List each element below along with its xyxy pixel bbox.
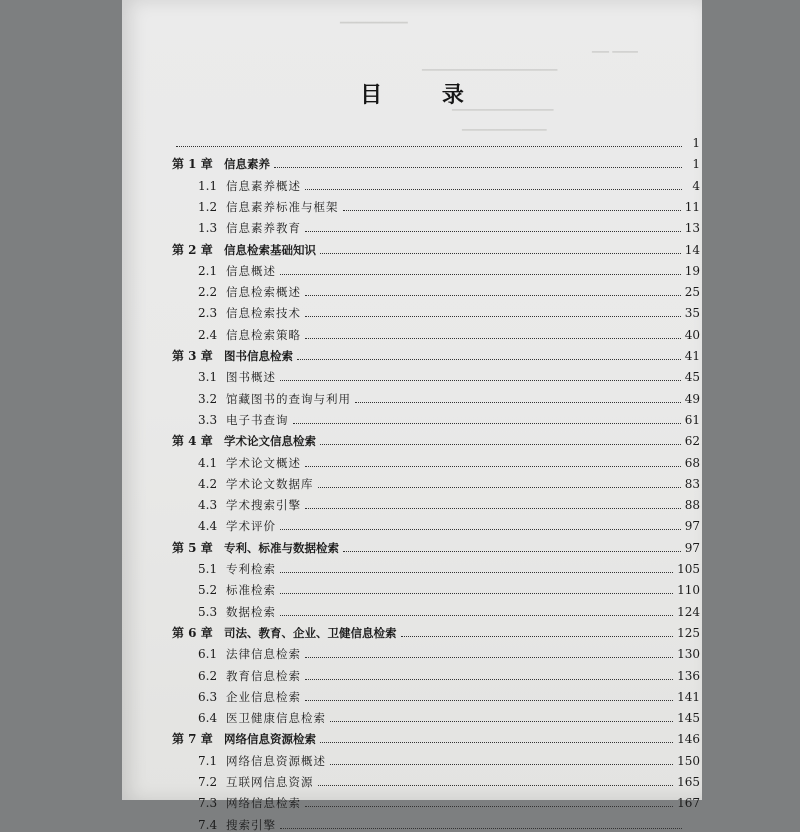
dot-leader bbox=[318, 785, 674, 786]
dot-leader bbox=[280, 380, 681, 381]
dot-leader bbox=[297, 359, 681, 360]
chapter-number: 第 3 章 bbox=[172, 349, 213, 363]
page-number: 49 bbox=[684, 391, 700, 406]
toc-section-row bbox=[198, 194, 700, 214]
page-number: 1 bbox=[692, 136, 700, 150]
dot-leader bbox=[320, 253, 681, 254]
section-number: 4.4 bbox=[198, 519, 218, 534]
page-number: 146 bbox=[677, 732, 700, 747]
dot-leader bbox=[305, 679, 673, 680]
section-title: 学术搜索引擎 bbox=[226, 498, 301, 513]
page-number: 41 bbox=[684, 349, 700, 363]
toc-section-row bbox=[198, 471, 700, 491]
section-title: 馆藏图书的查询与利用 bbox=[226, 391, 351, 406]
page-number: 25 bbox=[684, 285, 700, 300]
dot-leader bbox=[293, 423, 681, 424]
section-number: 5.1 bbox=[198, 562, 218, 576]
dot-leader bbox=[280, 274, 681, 275]
chapter-number: 第 7 章 bbox=[172, 732, 213, 747]
book-page bbox=[122, 0, 702, 832]
page-number: 62 bbox=[684, 434, 700, 449]
section-number: 7.2 bbox=[198, 775, 218, 789]
dot-leader bbox=[280, 593, 673, 594]
dot-leader bbox=[305, 657, 673, 658]
page-number: 13 bbox=[684, 221, 700, 236]
chapter-number: 第 5 章 bbox=[172, 540, 213, 555]
toc-section-row bbox=[198, 407, 700, 427]
dot-leader bbox=[330, 764, 673, 765]
toc-section-row bbox=[198, 577, 700, 597]
section-number: 2.4 bbox=[198, 327, 218, 342]
section-title: 互联网信息资源 bbox=[226, 775, 314, 789]
section-title: 教育信息检索 bbox=[226, 668, 301, 683]
toc-section-row bbox=[198, 641, 700, 661]
chapter-title: 信息检索基础知识 bbox=[224, 242, 316, 257]
page-number: 97 bbox=[684, 519, 700, 534]
section-number: 5.3 bbox=[198, 604, 218, 619]
toc-section-row bbox=[198, 386, 700, 406]
dot-leader bbox=[305, 231, 681, 232]
section-title: 学术论文数据库 bbox=[226, 476, 314, 491]
section-title: 电子书查询 bbox=[226, 412, 289, 427]
section-number: 4.2 bbox=[198, 476, 218, 491]
dot-leader bbox=[343, 210, 681, 211]
section-number: 7.1 bbox=[198, 753, 218, 768]
page-number: 40 bbox=[684, 327, 700, 342]
toc-chapter-row bbox=[172, 620, 700, 640]
page-number: 88 bbox=[684, 498, 700, 513]
toc-section-row bbox=[198, 513, 700, 533]
dot-leader bbox=[274, 167, 682, 168]
page-number: 124 bbox=[677, 604, 700, 619]
page-number: 165 bbox=[677, 775, 700, 789]
section-number: 1.3 bbox=[198, 221, 218, 236]
page-number: 61 bbox=[684, 412, 700, 427]
page-number: 105 bbox=[677, 562, 700, 576]
toc-section-row bbox=[198, 790, 700, 810]
dot-leader bbox=[305, 806, 673, 807]
section-number: 6.1 bbox=[198, 647, 218, 662]
dot-leader bbox=[343, 551, 681, 552]
section-number: 3.1 bbox=[198, 370, 218, 385]
toc-section-row bbox=[198, 279, 700, 299]
page-number: 110 bbox=[677, 583, 700, 598]
toc-section-row bbox=[198, 705, 700, 725]
section-title: 信息检索概述 bbox=[226, 285, 301, 300]
toc-chapter-row bbox=[172, 726, 700, 746]
section-title: 专利检索 bbox=[226, 562, 276, 576]
section-title: 医卫健康信息检索 bbox=[226, 711, 326, 726]
chapter-title: 图书信息检索 bbox=[224, 349, 293, 363]
toc-top-row bbox=[172, 130, 700, 150]
dot-leader bbox=[176, 146, 682, 147]
page-number: 11 bbox=[684, 199, 700, 214]
page-number: 141 bbox=[677, 689, 700, 704]
page-number: 35 bbox=[684, 306, 700, 321]
toc-chapter-row bbox=[172, 428, 700, 448]
page-number: 14 bbox=[684, 242, 700, 257]
section-title: 法律信息检索 bbox=[226, 647, 301, 662]
dot-leader bbox=[305, 295, 681, 296]
section-number: 2.3 bbox=[198, 306, 218, 321]
section-number: 2.2 bbox=[198, 285, 218, 300]
toc-section-row bbox=[198, 684, 700, 704]
section-number: 6.2 bbox=[198, 668, 218, 683]
toc-section-row bbox=[198, 556, 700, 576]
toc-section-row bbox=[198, 769, 700, 789]
toc-chapter-row bbox=[172, 343, 700, 363]
dot-leader bbox=[305, 189, 682, 190]
dot-leader bbox=[305, 466, 681, 467]
section-title: 信息素养教育 bbox=[226, 221, 301, 236]
toc-section-row bbox=[198, 748, 700, 768]
section-title: 信息素养标准与框架 bbox=[226, 199, 339, 214]
section-number: 4.1 bbox=[198, 455, 218, 470]
section-title: 网络信息资源概述 bbox=[226, 753, 326, 768]
dot-leader bbox=[305, 338, 681, 339]
toc-chapter-row bbox=[172, 151, 700, 171]
section-title: 信息检索策略 bbox=[226, 327, 301, 342]
section-title: 信息检索技术 bbox=[226, 306, 301, 321]
section-number: 2.1 bbox=[198, 263, 218, 278]
toc-section-row bbox=[198, 258, 700, 278]
dot-leader bbox=[305, 316, 681, 317]
section-number: 1.2 bbox=[198, 199, 218, 214]
section-number: 6.3 bbox=[198, 689, 218, 704]
toc-section-row bbox=[198, 215, 700, 235]
dot-leader bbox=[305, 508, 681, 509]
chapter-title: 司法、教育、企业、卫健信息检索 bbox=[224, 625, 397, 640]
page-number: 130 bbox=[677, 647, 700, 662]
chapter-title: 学术论文信息检索 bbox=[224, 434, 316, 449]
page-number: 1 bbox=[692, 157, 700, 172]
dot-leader bbox=[318, 487, 681, 488]
section-number: 7.4 bbox=[198, 817, 218, 832]
toc-section-row bbox=[198, 322, 700, 342]
toc-section-row bbox=[198, 812, 700, 832]
section-number: 3.2 bbox=[198, 391, 218, 406]
section-title: 网络信息检索 bbox=[226, 796, 301, 811]
section-title: 搜索引擎 bbox=[226, 817, 276, 832]
section-title: 企业信息检索 bbox=[226, 689, 301, 704]
dot-leader bbox=[305, 700, 673, 701]
page-number: 125 bbox=[677, 625, 700, 640]
chapter-number: 第 6 章 bbox=[172, 625, 213, 640]
toc-section-row bbox=[198, 173, 700, 193]
toc-section-row bbox=[198, 450, 700, 470]
dot-leader bbox=[401, 636, 674, 637]
section-title: 图书概述 bbox=[226, 370, 276, 385]
section-title: 信息概述 bbox=[226, 263, 276, 278]
dot-leader bbox=[320, 444, 681, 445]
section-title: 标准检索 bbox=[226, 583, 276, 598]
section-title: 学术评价 bbox=[226, 519, 276, 534]
toc-chapter-row bbox=[172, 535, 700, 555]
page-number: 145 bbox=[677, 711, 700, 726]
section-number: 3.3 bbox=[198, 412, 218, 427]
section-number: 7.3 bbox=[198, 796, 218, 811]
section-number: 6.4 bbox=[198, 711, 218, 726]
dot-leader bbox=[320, 742, 673, 743]
dot-leader bbox=[355, 402, 681, 403]
toc-section-row bbox=[198, 599, 700, 619]
page-number: 97 bbox=[684, 540, 700, 555]
page-number: 167 bbox=[677, 796, 700, 811]
page-number: 136 bbox=[677, 668, 700, 683]
toc-section-row bbox=[198, 300, 700, 320]
section-title: 数据检索 bbox=[226, 604, 276, 619]
dot-leader bbox=[280, 828, 682, 829]
section-number: 1.1 bbox=[198, 178, 218, 193]
dot-leader bbox=[280, 572, 673, 573]
page-number: 83 bbox=[684, 476, 700, 491]
section-title: 学术论文概述 bbox=[226, 455, 301, 470]
toc-section-row bbox=[198, 492, 700, 512]
chapter-title: 专利、标准与数据检索 bbox=[224, 540, 339, 555]
toc-section-row bbox=[198, 364, 700, 384]
page-number: 150 bbox=[677, 753, 700, 768]
toc-section-row bbox=[198, 663, 700, 683]
bleed-through-text: ▁▁▁▁▁▁▁▁▁▁ bbox=[462, 118, 547, 131]
chapter-number: 第 2 章 bbox=[172, 242, 213, 257]
toc-chapter-row bbox=[172, 237, 700, 257]
dot-leader bbox=[280, 615, 673, 616]
bleed-through-header: ▔▔▔▔▔▔▔▔ bbox=[340, 22, 408, 35]
dot-leader bbox=[330, 721, 673, 722]
chapter-title: 网络信息资源检索 bbox=[224, 732, 316, 747]
bleed-through-text: ▁▁▁▁▁▁▁▁▁▁▁▁▁▁▁▁ bbox=[422, 58, 558, 71]
page-number: 68 bbox=[684, 455, 700, 470]
page-number: 4 bbox=[692, 178, 700, 193]
section-number: 5.2 bbox=[198, 583, 218, 598]
page-number: 45 bbox=[684, 370, 700, 385]
section-title: 信息素养概述 bbox=[226, 178, 301, 193]
chapter-number: 第 1 章 bbox=[172, 157, 213, 172]
bleed-through-text: ▁▁ ▁▁▁ bbox=[592, 40, 638, 53]
page-number: 19 bbox=[684, 263, 700, 278]
toc-heading: 目 录 bbox=[360, 83, 490, 108]
chapter-title: 信息素养 bbox=[224, 157, 270, 172]
bleed-through-text: ▁▁▁▁▁▁▁▁▁▁▁▁ bbox=[452, 98, 554, 111]
section-number: 4.3 bbox=[198, 498, 218, 513]
chapter-number: 第 4 章 bbox=[172, 434, 213, 449]
dot-leader bbox=[280, 529, 681, 530]
